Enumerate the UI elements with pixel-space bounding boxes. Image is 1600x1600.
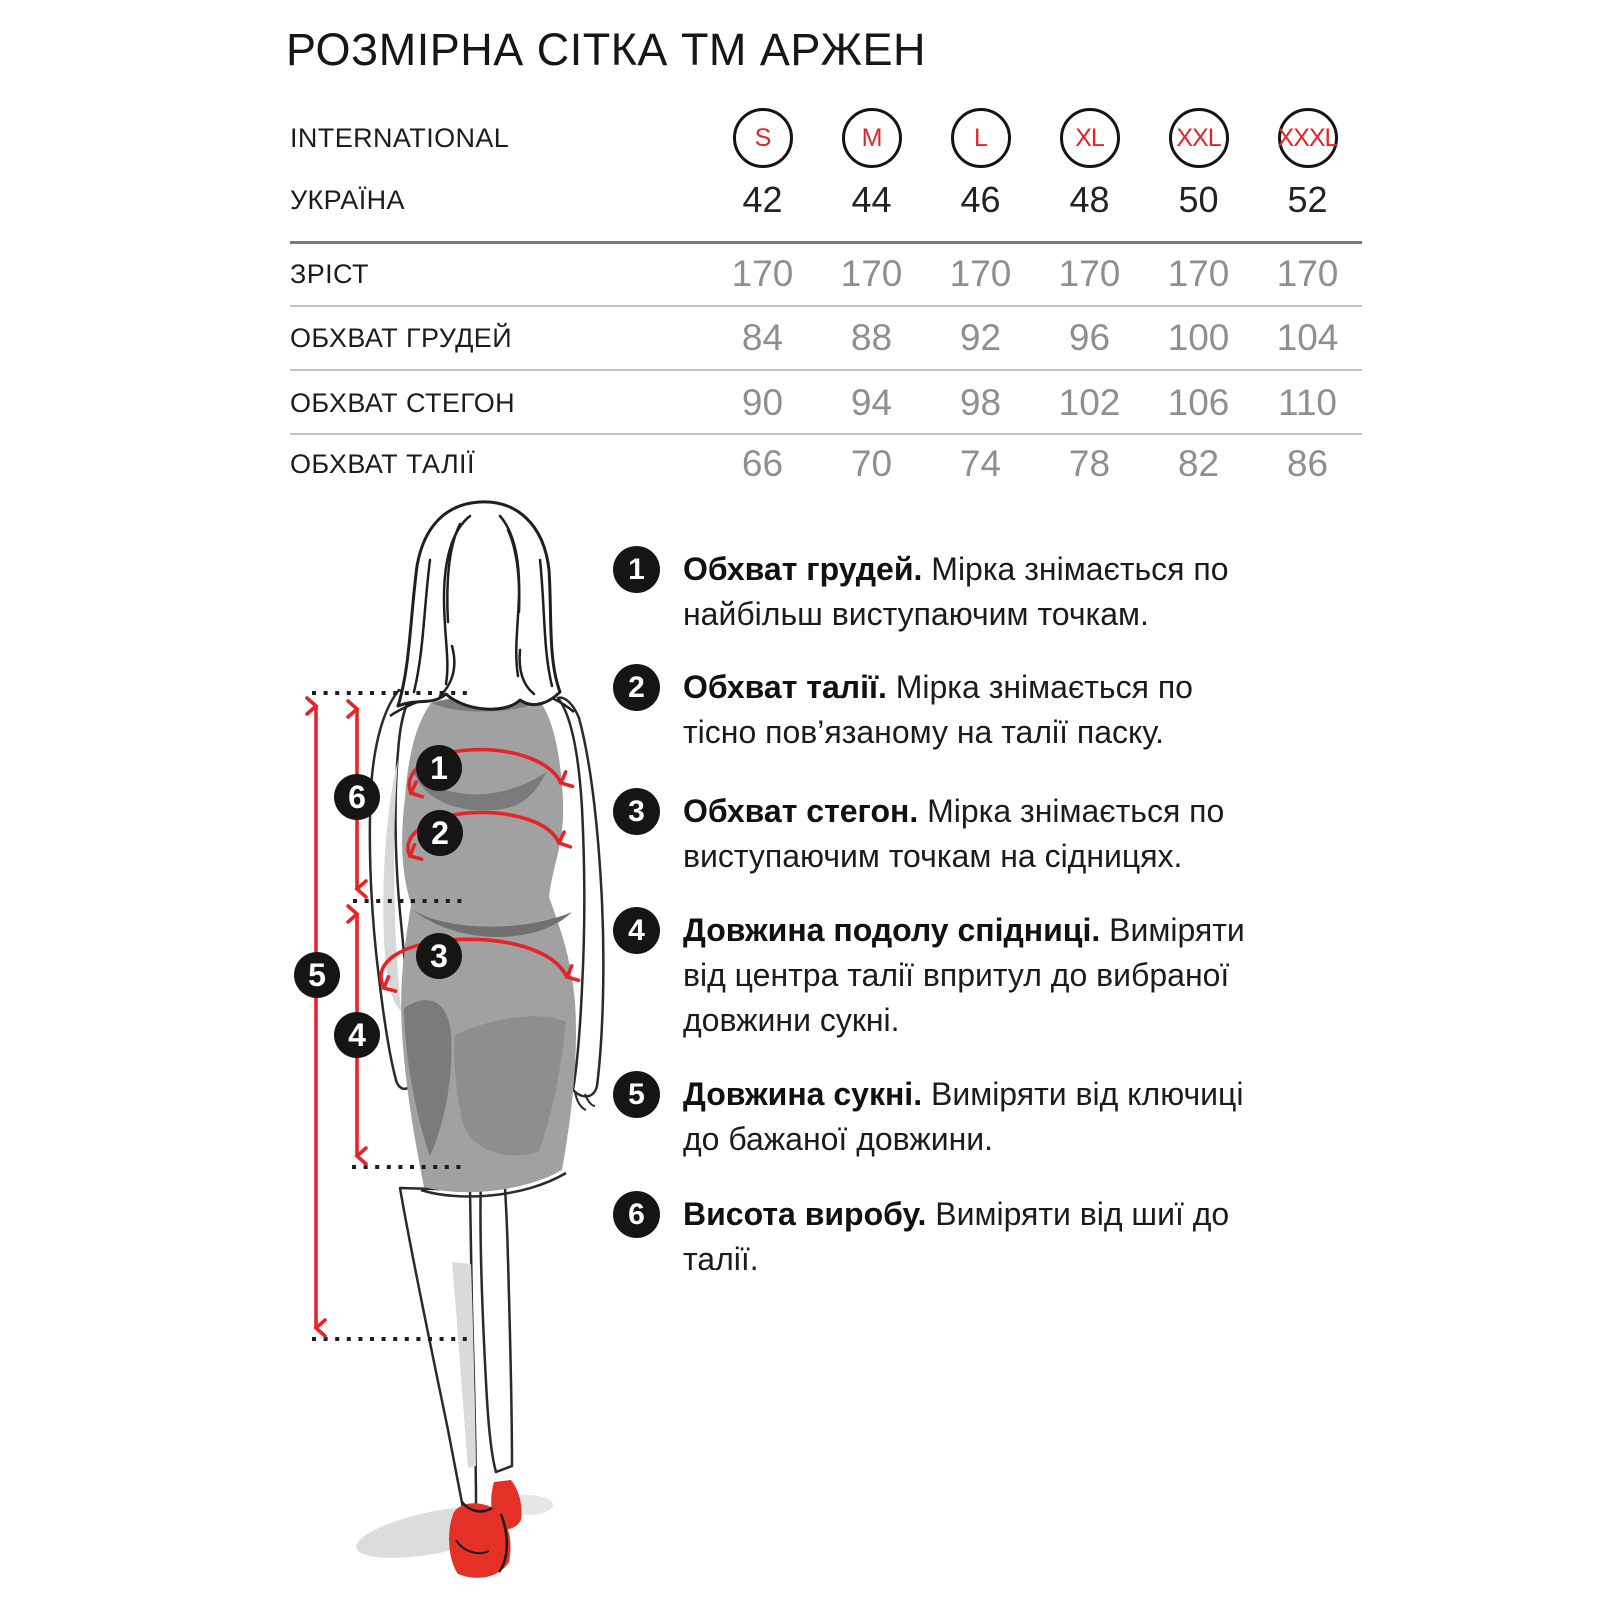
legend-text: Мірка знімається по [931, 551, 1229, 587]
size-value: 44 [851, 179, 892, 220]
size-value: 90 [741, 382, 784, 423]
size-circle: XL [1060, 108, 1120, 168]
size-badge [1035, 108, 1144, 168]
legend-term: Довжина подолу спідниці. [683, 912, 1101, 948]
row-label: ОБХВАТ СТЕГОН [290, 387, 516, 418]
legend-text: до бажаної довжини. [683, 1121, 994, 1157]
size-value: 70 [850, 443, 893, 484]
legend-text: Виміряти від шиї до [935, 1196, 1230, 1232]
badge-4: 4 [348, 1017, 366, 1053]
size-value: 170 [731, 253, 794, 294]
legend-item-dress-length [613, 1072, 1388, 1162]
legend-text: виступаючим точкам на сідницях. [683, 838, 1183, 874]
legend-number-badge: 6 [613, 1191, 660, 1238]
legend-text: Мірка знімається по [927, 793, 1225, 829]
legend-text: найбільш виступаючим точкам. [683, 596, 1149, 632]
legend-text: від центра талії впритул до вибраної [683, 957, 1230, 993]
legend-text: довжини сукні. [683, 1002, 900, 1038]
size-circle: XXL [1169, 108, 1229, 168]
table-row-hips [290, 373, 1362, 433]
table-row-international [290, 108, 1362, 168]
size-circle: XXXL [1278, 108, 1338, 168]
legend-term: Обхват талії. [683, 669, 887, 705]
size-value: 106 [1167, 382, 1230, 423]
legend-number-badge: 4 [613, 907, 660, 954]
legend-text: тісно пов’язаному на талії паску. [683, 714, 1165, 750]
size-badge [708, 108, 817, 168]
legend-item-bust [613, 547, 1388, 637]
size-badge [1144, 108, 1253, 168]
legend-term: Довжина сукні. [683, 1076, 923, 1112]
size-value: 78 [1068, 443, 1111, 484]
legend-text: Виміряти [1109, 912, 1245, 948]
row-label: ЗРІСТ [290, 258, 369, 289]
size-value: 86 [1286, 443, 1329, 484]
size-value: 46 [960, 179, 1001, 220]
table-row-height [290, 244, 1362, 304]
hair [398, 502, 560, 709]
size-value: 66 [741, 443, 784, 484]
size-circle: L [951, 108, 1011, 168]
legend-text: Виміряти від ключиці [930, 1076, 1244, 1112]
size-value: 96 [1068, 317, 1111, 358]
row-label: ОБХВАТ ГРУДЕЙ [290, 322, 513, 353]
legend-number-badge: 2 [613, 664, 660, 711]
size-value: 100 [1167, 317, 1230, 358]
size-value: 50 [1178, 179, 1219, 220]
size-circle: M [842, 108, 902, 168]
size-badge [926, 108, 1035, 168]
size-value: 170 [1276, 253, 1339, 294]
legend-number-badge: 1 [613, 546, 660, 593]
size-value: 102 [1058, 382, 1121, 423]
row-label: УКРАЇНА [290, 184, 405, 215]
size-value: 52 [1287, 179, 1328, 220]
badge-1: 1 [430, 750, 448, 786]
measurement-figure [270, 495, 640, 1590]
legend-text: Мірка знімається по [895, 669, 1193, 705]
legend-item-skirt-length [613, 908, 1388, 1043]
size-value: 48 [1069, 179, 1110, 220]
row-label: INTERNATIONAL [290, 122, 510, 153]
size-value: 170 [949, 253, 1012, 294]
size-value: 98 [959, 382, 1002, 423]
legend-item-product-height [613, 1192, 1388, 1282]
size-value: 170 [840, 253, 903, 294]
size-value: 170 [1058, 253, 1121, 294]
badge-3: 3 [430, 938, 448, 974]
legend-term: Обхват стегон. [683, 793, 919, 829]
size-value: 84 [741, 317, 784, 358]
legend-item-waist [613, 665, 1388, 755]
row-label: ОБХВАТ ТАЛІЇ [290, 448, 475, 479]
size-value: 74 [959, 443, 1002, 484]
size-value: 82 [1177, 443, 1220, 484]
legend-term: Висота виробу. [683, 1196, 927, 1232]
legend-text: талії. [683, 1241, 759, 1277]
legend-number-badge: 3 [613, 788, 660, 835]
badge-6: 6 [348, 779, 366, 815]
page-title: РОЗМІРНА СІТКА ТМ АРЖЕН [286, 24, 927, 75]
size-value: 94 [850, 382, 893, 423]
table-divider [290, 369, 1362, 371]
size-badge [817, 108, 926, 168]
table-divider [290, 305, 1362, 307]
size-value: 92 [959, 317, 1002, 358]
size-value: 170 [1167, 253, 1230, 294]
table-row-waist [290, 434, 1362, 494]
legend-item-hips [613, 789, 1388, 879]
size-value: 110 [1278, 382, 1337, 423]
badge-2: 2 [431, 815, 449, 851]
size-badge [1253, 108, 1362, 168]
table-row-ukraine [290, 170, 1362, 230]
size-circle: S [733, 108, 793, 168]
size-value: 104 [1276, 317, 1339, 358]
size-value: 42 [742, 179, 783, 220]
legend-term: Обхват грудей. [683, 551, 923, 587]
table-row-bust [290, 308, 1362, 368]
legend-number-badge: 5 [613, 1071, 660, 1118]
badge-5: 5 [308, 957, 326, 993]
size-value: 88 [850, 317, 893, 358]
